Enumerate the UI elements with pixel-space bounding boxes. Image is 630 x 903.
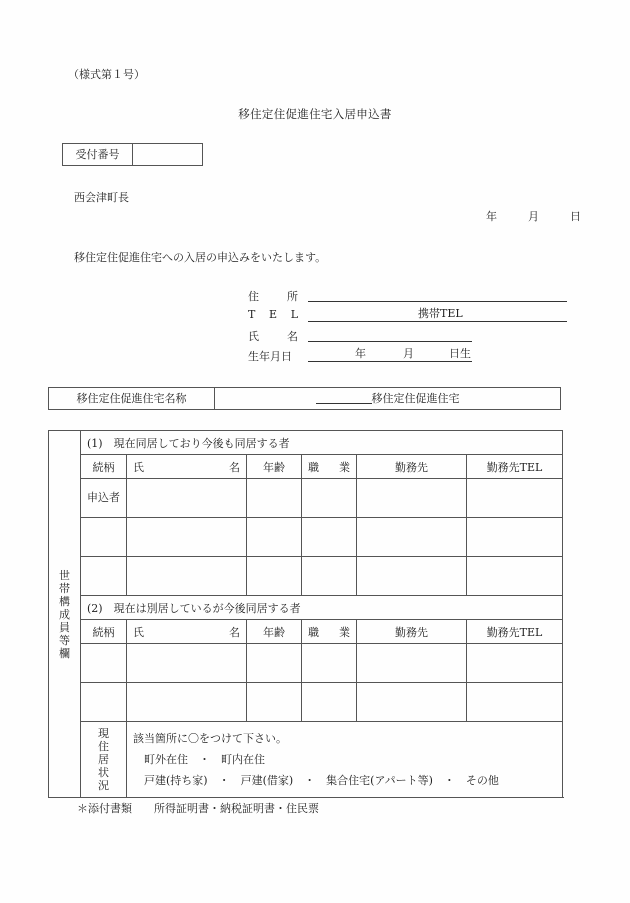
relation-cell[interactable] bbox=[81, 557, 127, 596]
name-cell[interactable] bbox=[127, 683, 247, 722]
relation-cell[interactable] bbox=[81, 518, 127, 557]
table-row bbox=[49, 479, 563, 518]
col-age: 年齢 bbox=[247, 455, 302, 479]
housing-name-blank[interactable] bbox=[316, 391, 372, 404]
col-workplace-tel: 勤務先TEL bbox=[467, 455, 563, 479]
workplace-tel-cell[interactable] bbox=[467, 557, 563, 596]
workplace-cell[interactable] bbox=[357, 557, 467, 596]
workplace-cell[interactable] bbox=[357, 479, 467, 518]
section2-column-headers bbox=[49, 620, 563, 644]
workplace-tel-cell[interactable] bbox=[467, 683, 563, 722]
occupation-cell[interactable] bbox=[302, 644, 357, 683]
section1-column-headers bbox=[49, 455, 563, 479]
tel-field[interactable] bbox=[308, 308, 567, 322]
date-month[interactable]: 月 bbox=[528, 210, 539, 223]
name-label: 氏 名 bbox=[248, 330, 298, 343]
col-workplace: 勤務先 bbox=[357, 455, 467, 479]
table-row bbox=[49, 557, 563, 596]
birthdate-label: 生年月日 bbox=[248, 350, 292, 363]
form-number: （様式第１号） bbox=[68, 68, 145, 81]
relation-cell[interactable] bbox=[81, 644, 127, 683]
housing-name-label: 移住定住促進住宅名称 bbox=[49, 388, 215, 409]
occupation-cell[interactable] bbox=[302, 557, 357, 596]
col-workplace-tel: 勤務先TEL bbox=[467, 620, 563, 644]
section1-title: (1) 現在同居しており今後も同居する者 bbox=[81, 431, 563, 455]
birth-day: 日生 bbox=[449, 347, 471, 360]
workplace-tel-cell[interactable] bbox=[467, 644, 563, 683]
age-cell[interactable] bbox=[247, 644, 302, 683]
mobile-tel-label: 携帯TEL bbox=[418, 307, 463, 320]
attachments-note: ＊添付書類 所得証明書・納税証明書・住民票 bbox=[77, 802, 319, 815]
receipt-number-field[interactable] bbox=[133, 144, 202, 165]
occupation-cell[interactable] bbox=[302, 479, 357, 518]
residence-side-label: 現 住 居 状 況 bbox=[81, 722, 127, 798]
address-label: 住 所 bbox=[248, 290, 298, 303]
col-occupation: 職 業 bbox=[302, 620, 357, 644]
age-cell[interactable] bbox=[247, 683, 302, 722]
section1-header bbox=[49, 431, 563, 455]
workplace-tel-cell[interactable] bbox=[467, 479, 563, 518]
table-row bbox=[49, 518, 563, 557]
household-side-label: 世 帯 構 成 員 等 欄 bbox=[49, 431, 81, 798]
name-cell[interactable] bbox=[127, 479, 247, 518]
col-relation: 続柄 bbox=[81, 620, 127, 644]
section2-header bbox=[49, 596, 563, 620]
relation-cell[interactable] bbox=[81, 683, 127, 722]
housing-name-suffix: 移住定住促進住宅 bbox=[371, 392, 460, 405]
birthdate-field[interactable] bbox=[308, 348, 472, 362]
birth-month: 月 bbox=[403, 347, 414, 360]
col-relation: 続柄 bbox=[81, 455, 127, 479]
occupation-cell[interactable] bbox=[302, 518, 357, 557]
age-cell[interactable] bbox=[247, 518, 302, 557]
age-cell[interactable] bbox=[247, 479, 302, 518]
workplace-cell[interactable] bbox=[357, 683, 467, 722]
occupation-cell[interactable] bbox=[302, 683, 357, 722]
section2-title: (2) 現在は別居しているが今後同居する者 bbox=[81, 596, 563, 620]
col-name: 氏 名 bbox=[127, 620, 247, 644]
workplace-tel-cell[interactable] bbox=[467, 518, 563, 557]
tel-label: T E L bbox=[248, 308, 298, 321]
birth-year: 年 bbox=[355, 347, 366, 360]
table-row bbox=[49, 644, 563, 683]
residence-status-row bbox=[49, 722, 563, 798]
application-date bbox=[486, 208, 581, 224]
name-cell[interactable] bbox=[127, 557, 247, 596]
residence-status-cell bbox=[127, 722, 563, 798]
col-age: 年齢 bbox=[247, 620, 302, 644]
residence-instruction: 該当箇所に〇をつけて下さい。 bbox=[133, 732, 287, 745]
household-table bbox=[48, 430, 563, 798]
receipt-number-label: 受付番号 bbox=[63, 144, 133, 165]
table-row bbox=[49, 683, 563, 722]
col-workplace: 勤務先 bbox=[357, 620, 467, 644]
col-occupation: 職 業 bbox=[302, 455, 357, 479]
date-year[interactable]: 年 bbox=[486, 210, 497, 223]
housing-name-field[interactable] bbox=[215, 388, 560, 409]
workplace-cell[interactable] bbox=[357, 644, 467, 683]
age-cell[interactable] bbox=[247, 557, 302, 596]
housing-name-box bbox=[48, 387, 561, 410]
relation-cell[interactable]: 申込者 bbox=[81, 479, 127, 518]
application-statement: 移住定住促進住宅への入居の申込みをいたします。 bbox=[74, 251, 327, 264]
date-day[interactable]: 日 bbox=[570, 210, 581, 223]
residence-location-options[interactable]: 町外在住 ・ 町内在住 bbox=[144, 753, 265, 766]
name-cell[interactable] bbox=[127, 644, 247, 683]
col-name: 氏 名 bbox=[127, 455, 247, 479]
workplace-cell[interactable] bbox=[357, 518, 467, 557]
addressee: 西会津町長 bbox=[74, 191, 129, 204]
residence-type-options[interactable]: 戸建(持ち家) ・ 戸建(借家) ・ 集合住宅(アパート等) ・ その他 bbox=[144, 774, 499, 787]
receipt-number-box bbox=[62, 143, 203, 166]
name-field[interactable] bbox=[308, 328, 472, 342]
page-title: 移住定住促進住宅入居申込書 bbox=[238, 107, 392, 121]
name-cell[interactable] bbox=[127, 518, 247, 557]
address-field[interactable] bbox=[308, 288, 567, 302]
